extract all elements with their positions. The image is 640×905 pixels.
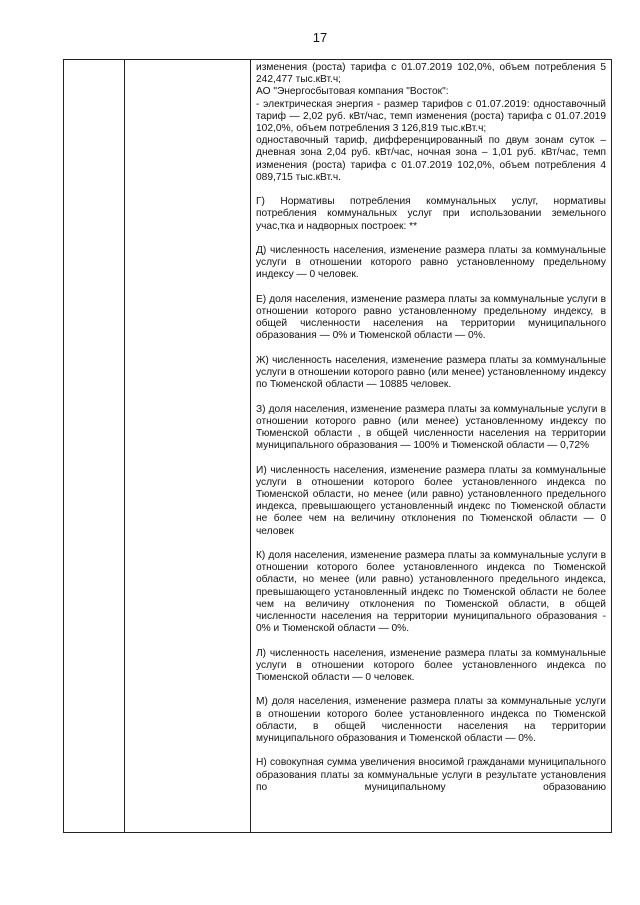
paragraph: - электрическая энергия - размер тарифов с 01.07.2019: одноставочный тариф — 2,02 руб. кВт/час, темп изменения (роста) тарифа с 01.07.2019 102,0%, объем потребления 3 126,819 тыс.кВт.ч;: [256, 98, 606, 135]
paragraph-spacer: [256, 233, 606, 245]
paragraph: И) численность населения, изменение размера платы за коммунальные услуги в отношении которого более установленного индекса по Тюменской области, но менее (или равно) установленного предельного индекса, превышающего установленный индекс по Тюменской области не более чем на величину отклонения по Тюменской области — 0 человек: [256, 464, 606, 537]
paragraph: Л) численность населения, изменение размера платы за коммунальные услуги в отношении которого более установленного индекса по Тюменской области — 0 человек.: [256, 647, 606, 684]
table-border-left: [63, 60, 64, 832]
document-table: [63, 59, 612, 833]
paragraph-spacer: [256, 538, 606, 550]
table-column-divider-2: [250, 60, 251, 832]
paragraph-spacer: [256, 745, 606, 757]
paragraph-spacer: [256, 635, 606, 647]
paragraph: изменения (роста) тарифа с 01.07.2019 102,0%, объем потребления 5 242,477 тыс.кВт.ч;: [256, 62, 606, 86]
paragraph: М) доля населения, изменение размера платы за коммунальные услуги в отношении которого более установленного индекса по Тюменской области, в общей численности населения на территории муниципального образования и Тюменской области — 0%.: [256, 696, 606, 745]
paragraph: Г) Нормативы потребления коммунальных услуг, нормативы потребления коммунальных услуг при использовании земельного учас,тка и надворных построек: **: [256, 196, 606, 232]
paragraph-spacer: [256, 391, 606, 403]
paragraph: одноставочный тариф, дифференцированный по двум зонам суток – дневная зона 2,04 руб. кВт/час, ночная зона – 1,01 руб. кВт/час, темп изменения (роста) тарифа с 01.07.2019 102,0%, объем потребления 4 089,715 тыс.кВт.ч.: [256, 135, 606, 183]
paragraph-spacer: [256, 184, 606, 196]
paragraph-spacer: [256, 452, 606, 464]
table-content-cell: [256, 62, 606, 794]
paragraph: АО "Энергосбытовая компания "Восток":: [256, 86, 449, 98]
table-border-right: [611, 60, 612, 832]
paragraph: К) доля населения, изменение размера платы за коммунальные услуги в отношении которого более установленного индекса по Тюменской области, но менее (или равно) установленного предельного индекса, превышающего установленный индекс по Тюменской области не более чем на величину отклонения по Тюменской области, в общей численности населения на территории муниципального образования - 0% и Тюменской области — 0%.: [256, 550, 606, 635]
paragraph: Н) совокупная сумма увеличения вносимой гражданами муниципального образования платы за коммунальные услуги в результате установления по муниципальному образованию: [256, 757, 606, 793]
paragraph: Ж) численность населения, изменение размера платы за коммунальные услуги в отношении которого равно (или менее) установленному индексу по Тюменской области — 10885 человек.: [256, 354, 606, 391]
table-column-divider-1: [124, 60, 125, 832]
paragraph-spacer: [256, 343, 606, 355]
paragraph: Е) доля населения, изменение размера платы за коммунальные услуги в отношении которого равно установленному предельному индексу, в общей численности населения на территории муниципального образования — 0% и Тюменской области — 0%.: [256, 293, 606, 342]
paragraph: Д) численность населения, изменение размера платы за коммунальные услуги в отношении которого равно установленному предельному индексу — 0 человек.: [256, 245, 606, 281]
paragraph-spacer: [256, 282, 606, 294]
page-number: 17: [312, 30, 328, 45]
paragraph-spacer: [256, 684, 606, 696]
paragraph: З) доля населения, изменение размера платы за коммунальные услуги в отношении которого равно (или менее) установленному индексу по Тюменской области , в общей численности населения на территории муниципального образования — 100% и Тюменской области — 0,72%: [256, 403, 606, 452]
